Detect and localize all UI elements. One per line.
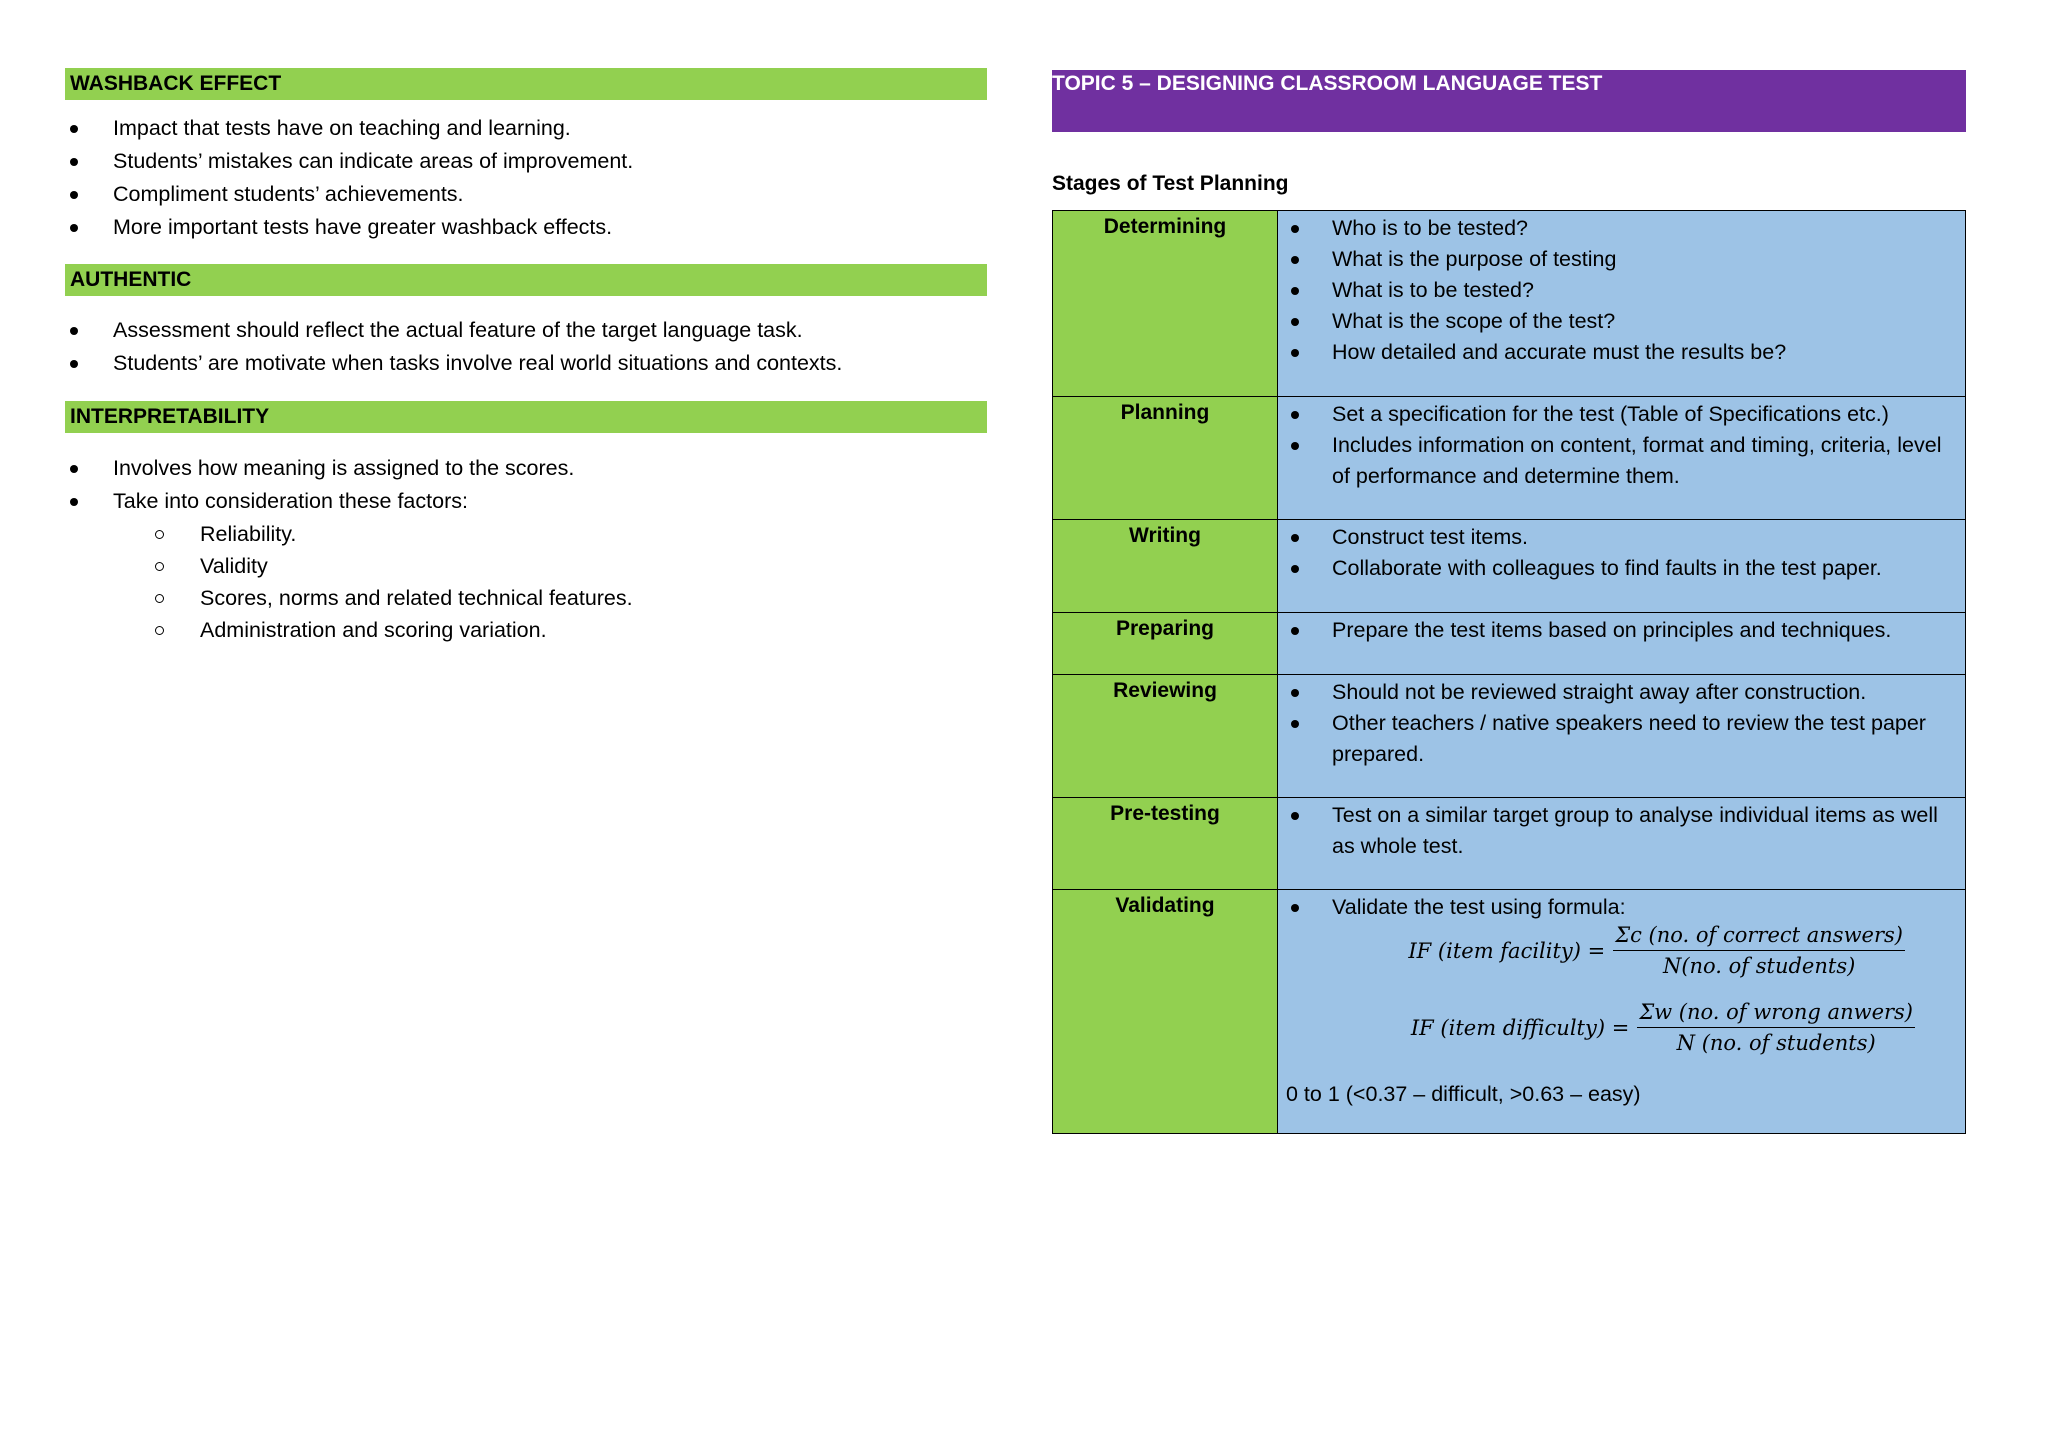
stage-name: Determining	[1053, 211, 1278, 397]
list-item: More important tests have greater washback effects.	[65, 211, 987, 244]
section-title: Stages of Test Planning	[1052, 172, 1289, 195]
list-item: What is the scope of the test?	[1286, 306, 1955, 337]
difficulty-range-note: 0 to 1 (<0.37 – difficult, >0.63 – easy)	[1286, 1082, 1641, 1106]
list-item: How detailed and accurate must the results be?	[1286, 337, 1955, 368]
formula-numerator: Σc (no. of correct answers)	[1613, 923, 1905, 951]
table-row	[1053, 520, 1966, 613]
list-item: What is the purpose of testing	[1286, 244, 1955, 275]
section-heading-interpretability: INTERPRETABILITY	[65, 401, 987, 433]
stage-description	[1278, 890, 1966, 1134]
list-item: Assessment should reflect the actual feature of the target language task.	[65, 314, 987, 347]
stage-description	[1278, 520, 1966, 613]
list-item: Should not be reviewed straight away after construction.	[1286, 677, 1955, 708]
list-item: Who is to be tested?	[1286, 213, 1955, 244]
item-difficulty-formula	[1286, 1000, 1915, 1055]
list-item: Collaborate with colleagues to find faults in the test paper.	[1286, 553, 1955, 584]
stage-name: Preparing	[1053, 613, 1278, 675]
stage-description	[1278, 798, 1966, 890]
section-heading-authentic: AUTHENTIC	[65, 264, 987, 296]
formula-numerator: Σw (no. of wrong anwers)	[1637, 1000, 1915, 1028]
section-heading-washback: WASHBACK EFFECT	[65, 68, 987, 100]
table-row	[1053, 890, 1966, 1134]
list-item: What is to be tested?	[1286, 275, 1955, 306]
stage-description	[1278, 211, 1966, 397]
formula-denominator: N(no. of students)	[1662, 954, 1856, 978]
table-row	[1053, 211, 1966, 397]
washback-list	[65, 112, 987, 244]
stages-table	[1052, 210, 1966, 1134]
stage-description	[1278, 675, 1966, 798]
sub-list-item: Validity	[65, 550, 987, 582]
stage-description	[1278, 613, 1966, 675]
interpretability-list	[65, 452, 987, 518]
list-item: Set a specification for the test (Table of Specifications etc.)	[1286, 399, 1955, 430]
item-facility-formula	[1286, 923, 1905, 978]
stage-name: Planning	[1053, 397, 1278, 520]
table-row	[1053, 613, 1966, 675]
stage-name: Validating	[1053, 890, 1278, 1134]
stage-description	[1278, 397, 1966, 520]
list-item: Test on a similar target group to analyse individual items as well as whole test.	[1286, 800, 1955, 862]
stage-name: Writing	[1053, 520, 1278, 613]
topic-heading: TOPIC 5 – DESIGNING CLASSROOM LANGUAGE TEST	[1052, 70, 1966, 132]
fraction	[1613, 923, 1905, 978]
list-item: Students’ are motivate when tasks involve real world situations and contexts.	[65, 347, 987, 380]
authentic-list	[65, 314, 987, 380]
fraction	[1637, 1000, 1915, 1055]
table-row	[1053, 798, 1966, 890]
stage-name: Reviewing	[1053, 675, 1278, 798]
sub-list-item: Administration and scoring variation.	[65, 614, 987, 646]
list-item: Construct test items.	[1286, 522, 1955, 553]
list-item: Take into consideration these factors:	[65, 485, 987, 518]
formula-lhs: IF (item difficulty) =	[1410, 1015, 1630, 1040]
list-item: Validate the test using formula:	[1286, 892, 1955, 923]
list-item: Involves how meaning is assigned to the scores.	[65, 452, 987, 485]
list-item: Prepare the test items based on principles and techniques.	[1286, 615, 1955, 646]
list-item: Other teachers / native speakers need to review the test paper prepared.	[1286, 708, 1955, 770]
table-row	[1053, 397, 1966, 520]
left-column	[65, 68, 987, 646]
table-row	[1053, 675, 1966, 798]
formula-lhs: IF (item facility) =	[1408, 938, 1606, 963]
list-item: Students’ mistakes can indicate areas of improvement.	[65, 145, 987, 178]
right-column	[1052, 70, 1966, 1134]
sub-list-item: Reliability.	[65, 518, 987, 550]
factors-sublist	[65, 518, 987, 646]
list-item: Compliment students’ achievements.	[65, 178, 987, 211]
sub-list-item: Scores, norms and related technical features.	[65, 582, 987, 614]
formula-denominator: N (no. of students)	[1676, 1031, 1876, 1055]
list-item: Includes information on content, format and timing, criteria, level of performance and determine them.	[1286, 430, 1955, 492]
list-item: Impact that tests have on teaching and learning.	[65, 112, 987, 145]
stage-name: Pre-testing	[1053, 798, 1278, 890]
